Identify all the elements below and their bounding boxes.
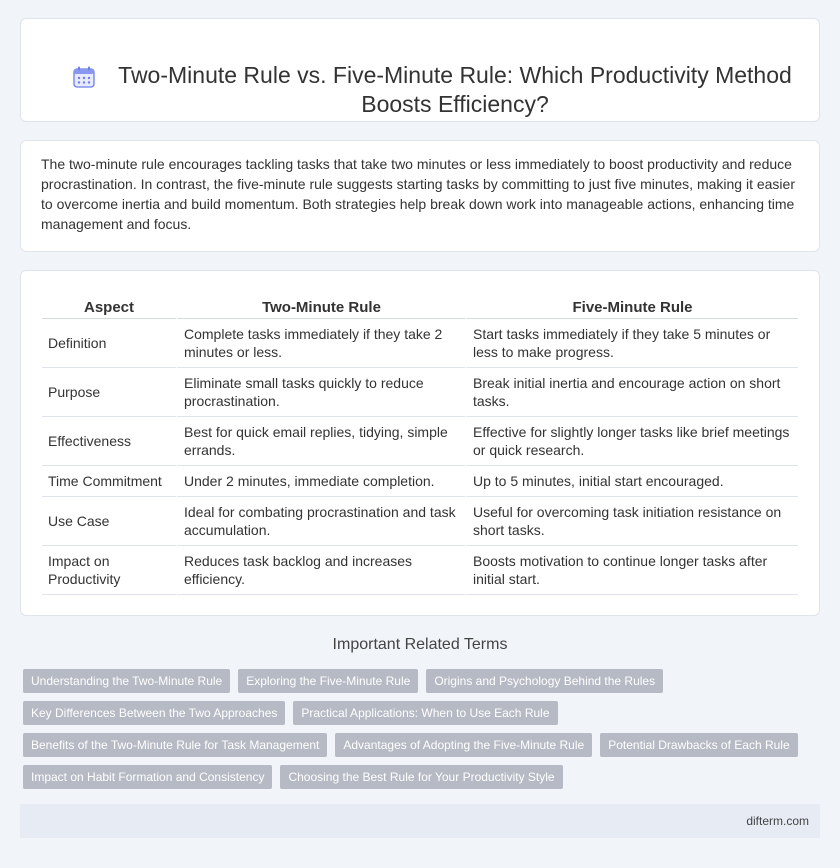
- comparison-table: [42, 293, 798, 595]
- related-term-link[interactable]: Impact on Habit Formation and Consistency: [23, 765, 272, 789]
- table-cell: Useful for overcoming task initiation resistance on short tasks.: [465, 497, 798, 546]
- table-cell: Reduces task backlog and increases efficiency.: [176, 546, 465, 595]
- table-cell: Up to 5 minutes, initial start encouraged.: [465, 466, 798, 497]
- table-cell: Boosts motivation to continue longer tasks after initial start.: [465, 546, 798, 595]
- related-term-link[interactable]: Exploring the Five-Minute Rule: [238, 669, 418, 693]
- table-cell-aspect: Impact on Productivity: [42, 546, 176, 595]
- related-terms-list: [23, 669, 823, 797]
- table-row: [42, 497, 798, 546]
- tag-row: [23, 765, 823, 789]
- comparison-table-card: [20, 270, 820, 616]
- table-row: [42, 466, 798, 497]
- table-cell-aspect: Effectiveness: [42, 417, 176, 466]
- header-two-minute-rule: Two-Minute Rule: [176, 293, 465, 319]
- table-row: [42, 546, 798, 595]
- table-row: [42, 417, 798, 466]
- table-cell: Best for quick email replies, tidying, simple errands.: [176, 417, 465, 466]
- tag-row: [23, 701, 823, 725]
- related-term-link[interactable]: Benefits of the Two-Minute Rule for Task Management: [23, 733, 327, 757]
- table-cell: Ideal for combating procrastination and task accumulation.: [176, 497, 465, 546]
- tag-row: [23, 733, 823, 757]
- table-row: [42, 368, 798, 417]
- related-term-link[interactable]: Origins and Psychology Behind the Rules: [426, 669, 663, 693]
- intro-card: [20, 140, 820, 252]
- related-term-link[interactable]: Potential Drawbacks of Each Rule: [600, 733, 797, 757]
- table-cell: Effective for slightly longer tasks like brief meetings or quick research.: [465, 417, 798, 466]
- table-cell: Start tasks immediately if they take 5 minutes or less to make progress.: [465, 319, 798, 368]
- table-header-row: [42, 293, 798, 319]
- related-term-link[interactable]: Choosing the Best Rule for Your Productivity Style: [280, 765, 562, 789]
- tag-row: [23, 669, 823, 693]
- intro-paragraph: The two-minute rule encourages tackling tasks that take two minutes or less immediately to boost productivity and reduce procrastination. In contrast, the five-minute rule suggests starting tasks by committing to just five minutes, making it easier to overcome inertia and build momentum. Both strategies help break down work into manageable actions, enhancing time management and focus.: [41, 156, 795, 232]
- table-cell-aspect: Definition: [42, 319, 176, 368]
- table-cell-aspect: Purpose: [42, 368, 176, 417]
- footer: [20, 804, 820, 838]
- related-term-link[interactable]: Key Differences Between the Two Approaches: [23, 701, 285, 725]
- related-term-link[interactable]: Understanding the Two-Minute Rule: [23, 669, 230, 693]
- table-cell-aspect: Time Commitment: [42, 466, 176, 497]
- page-title: Two-Minute Rule vs. Five-Minute Rule: Which Productivity Method Boosts Efficiency?: [118, 62, 792, 117]
- table-cell: Break initial inertia and encourage action on short tasks.: [465, 368, 798, 417]
- table-cell-aspect: Use Case: [42, 497, 176, 546]
- calendar-icon: [73, 66, 95, 88]
- title-card: [20, 18, 820, 122]
- header-aspect: Aspect: [42, 293, 176, 319]
- related-terms-heading: Important Related Terms: [332, 636, 508, 653]
- table-cell: Under 2 minutes, immediate completion.: [176, 466, 465, 497]
- site-link[interactable]: difterm.com: [746, 814, 809, 828]
- related-term-link[interactable]: Practical Applications: When to Use Each Rule: [293, 701, 557, 725]
- table-row: [42, 319, 798, 368]
- table-cell: Complete tasks immediately if they take 2 minutes or less.: [176, 319, 465, 368]
- header-five-minute-rule: Five-Minute Rule: [465, 293, 798, 319]
- related-term-link[interactable]: Advantages of Adopting the Five-Minute Rule: [335, 733, 592, 757]
- table-cell: Eliminate small tasks quickly to reduce procrastination.: [176, 368, 465, 417]
